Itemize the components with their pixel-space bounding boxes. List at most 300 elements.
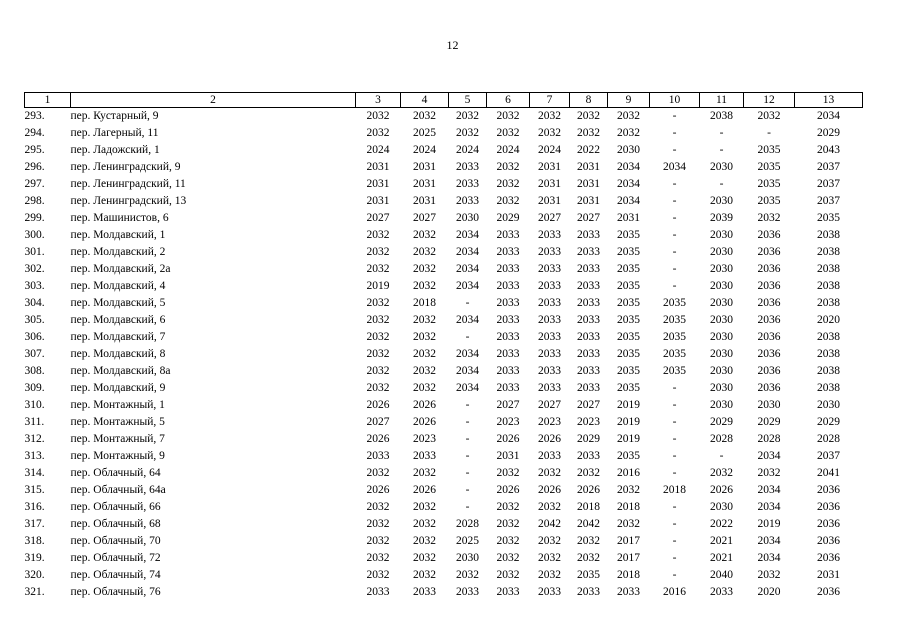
year-cell: - — [465, 450, 470, 462]
year-cell: 2032 — [366, 331, 390, 343]
address-cell: пер. Молдавский, 2а — [70, 263, 171, 275]
year-cell: - — [465, 331, 470, 343]
year-cell: 2035 — [617, 331, 640, 343]
table-row — [25, 448, 863, 465]
row-number-cell: 319. — [24, 552, 45, 564]
address-cell: пер. Монтажный, 9 — [70, 450, 165, 462]
year-cell: 2032 — [496, 178, 520, 190]
year-cell: 2032 — [413, 110, 436, 122]
column-header: 12 — [744, 93, 795, 108]
year-cell: 2029 — [817, 127, 840, 139]
year-cell: 2022 — [577, 144, 600, 156]
address-cell: пер. Монтажный, 7 — [70, 433, 165, 445]
year-cell: - — [672, 501, 677, 513]
address-cell: пер. Облачный, 64а — [70, 484, 166, 496]
year-cell: 2017 — [617, 535, 640, 547]
year-cell: 2017 — [617, 552, 640, 564]
table-row — [25, 125, 863, 142]
year-cell: 2036 — [757, 297, 781, 309]
year-cell: 2033 — [413, 586, 436, 598]
year-cell: 2036 — [757, 246, 781, 258]
row-number-cell: 300. — [24, 229, 45, 241]
address-cell: пер. Молдавский, 2 — [70, 246, 166, 258]
year-cell: 2033 — [538, 365, 561, 377]
year-cell: 2036 — [757, 314, 781, 326]
year-cell: 2038 — [817, 365, 840, 377]
year-cell: 2031 — [538, 178, 561, 190]
year-cell: - — [767, 127, 771, 139]
table-row — [25, 159, 863, 176]
year-cell: - — [465, 484, 470, 496]
year-cell: - — [672, 212, 677, 224]
table-row — [25, 193, 863, 210]
table-row — [25, 346, 863, 363]
year-cell: 2032 — [496, 518, 520, 530]
year-cell: 2032 — [710, 467, 733, 479]
year-cell: 2033 — [496, 348, 520, 360]
table-row — [25, 244, 863, 261]
year-cell: 2034 — [456, 365, 479, 377]
year-cell: 2032 — [413, 467, 436, 479]
year-cell: - — [672, 433, 677, 445]
row-number-cell: 317. — [24, 518, 45, 530]
year-cell: 2032 — [577, 127, 600, 139]
year-cell: 2030 — [710, 382, 733, 394]
year-cell: 2035 — [577, 569, 600, 581]
table-row — [25, 261, 863, 278]
year-cell: - — [672, 416, 677, 428]
year-cell: 2022 — [710, 518, 733, 530]
year-cell: 2018 — [577, 501, 600, 513]
table-row — [25, 465, 863, 482]
year-cell: 2034 — [456, 280, 479, 292]
row-number-cell: 296. — [24, 161, 45, 173]
year-cell: 2033 — [538, 348, 561, 360]
table-row — [25, 380, 863, 397]
year-cell: 2032 — [456, 569, 479, 581]
year-cell: 2035 — [617, 348, 640, 360]
year-cell: 2032 — [366, 110, 390, 122]
year-cell: 2035 — [617, 229, 640, 241]
column-header: 8 — [570, 93, 608, 108]
year-cell: 2033 — [456, 161, 479, 173]
year-cell: 2031 — [817, 569, 840, 581]
year-cell: 2031 — [413, 178, 436, 190]
year-cell: 2033 — [496, 331, 520, 343]
year-cell: 2043 — [817, 144, 840, 156]
year-cell: 2034 — [757, 535, 781, 547]
row-number-cell: 306. — [24, 331, 45, 343]
year-cell: 2032 — [577, 110, 600, 122]
year-cell: 2031 — [577, 161, 600, 173]
year-cell: - — [672, 450, 677, 462]
year-cell: 2027 — [366, 416, 390, 428]
column-header: 6 — [487, 93, 530, 108]
year-cell: 2033 — [577, 586, 600, 598]
year-cell: 2033 — [617, 586, 640, 598]
year-cell: - — [672, 569, 677, 581]
year-cell: 2033 — [577, 450, 600, 462]
address-cell: пер. Машинистов, 6 — [70, 212, 169, 224]
row-number-cell: 316. — [24, 501, 45, 513]
year-cell: 2038 — [817, 246, 840, 258]
address-cell: пер. Молдавский, 6 — [70, 314, 166, 326]
year-cell: 2036 — [817, 586, 840, 598]
year-cell: 2032 — [413, 348, 436, 360]
year-cell: 2032 — [413, 535, 436, 547]
year-cell: 2035 — [817, 212, 840, 224]
table-row — [25, 278, 863, 295]
year-cell: 2032 — [366, 297, 390, 309]
year-cell: 2030 — [710, 365, 733, 377]
year-cell: 2028 — [456, 518, 479, 530]
year-cell: 2032 — [366, 263, 390, 275]
year-cell: 2033 — [413, 450, 436, 462]
year-cell: 2032 — [366, 569, 390, 581]
year-cell: 2034 — [757, 484, 781, 496]
year-cell: 2031 — [496, 450, 520, 462]
year-cell: 2030 — [817, 399, 840, 411]
year-cell: 2032 — [366, 518, 390, 530]
year-cell: 2021 — [710, 535, 733, 547]
year-cell: 2023 — [413, 433, 436, 445]
year-cell: 2026 — [538, 433, 561, 445]
year-cell: - — [672, 144, 677, 156]
year-cell: - — [672, 467, 677, 479]
row-number-cell: 294. — [24, 127, 45, 139]
year-cell: 2032 — [366, 127, 390, 139]
year-cell: 2016 — [617, 467, 640, 479]
column-header: 4 — [401, 93, 449, 108]
year-cell: 2030 — [710, 246, 733, 258]
year-cell: 2034 — [456, 246, 479, 258]
year-cell: 2030 — [456, 212, 479, 224]
table-row — [25, 329, 863, 346]
year-cell: - — [672, 110, 677, 122]
year-cell: 2032 — [366, 501, 390, 513]
row-number-cell: 307. — [24, 348, 45, 360]
year-cell: - — [672, 399, 677, 411]
row-number-cell: 315. — [24, 484, 45, 496]
year-cell: 2036 — [757, 331, 781, 343]
year-cell: 2031 — [413, 161, 436, 173]
year-cell: 2033 — [366, 450, 390, 462]
column-header: 2 — [71, 93, 356, 108]
year-cell: 2033 — [496, 229, 520, 241]
year-cell: 2023 — [538, 416, 561, 428]
year-cell: 2031 — [577, 195, 600, 207]
year-cell: 2035 — [757, 144, 781, 156]
year-cell: 2026 — [710, 484, 733, 496]
table-row — [25, 516, 863, 533]
year-cell: 2034 — [456, 314, 479, 326]
year-cell: 2028 — [710, 433, 733, 445]
year-cell: 2032 — [496, 569, 520, 581]
year-cell: 2026 — [366, 399, 390, 411]
row-number-cell: 313. — [24, 450, 45, 462]
year-cell: 2032 — [413, 314, 436, 326]
year-cell: - — [672, 263, 677, 275]
row-number-cell: 318. — [24, 535, 45, 547]
year-cell: 2034 — [456, 382, 479, 394]
year-cell: - — [672, 229, 677, 241]
year-cell: 2031 — [366, 178, 390, 190]
year-cell: 2033 — [366, 586, 390, 598]
year-cell: 2032 — [413, 518, 436, 530]
table-row — [25, 312, 863, 329]
year-cell: 2032 — [366, 382, 390, 394]
year-cell: 2021 — [710, 552, 733, 564]
year-cell: 2026 — [413, 399, 436, 411]
address-cell: пер. Молдавский, 8а — [70, 365, 171, 377]
year-cell: 2032 — [366, 348, 390, 360]
year-cell: 2030 — [617, 144, 640, 156]
year-cell: 2027 — [538, 212, 561, 224]
address-cell: пер. Молдавский, 4 — [70, 280, 166, 292]
year-cell: 2031 — [366, 195, 390, 207]
row-number-cell: 297. — [24, 178, 45, 190]
address-cell: пер. Ленинградский, 11 — [70, 178, 186, 190]
row-number-cell: 304. — [24, 297, 45, 309]
year-cell: 2038 — [817, 331, 840, 343]
year-cell: - — [672, 246, 677, 258]
year-cell: 2032 — [413, 569, 436, 581]
table-header-row — [25, 93, 863, 108]
year-cell: 2031 — [366, 161, 390, 173]
year-cell: 2033 — [577, 382, 600, 394]
year-cell: 2036 — [757, 365, 781, 377]
address-cell: пер. Кустарный, 9 — [70, 110, 159, 122]
year-cell: 2034 — [617, 195, 640, 207]
year-cell: 2042 — [577, 518, 600, 530]
year-cell: 2026 — [538, 484, 561, 496]
year-cell: 2035 — [617, 246, 640, 258]
year-cell: 2027 — [496, 399, 520, 411]
year-cell: 2038 — [817, 348, 840, 360]
year-cell: 2032 — [366, 467, 390, 479]
table-row — [25, 550, 863, 567]
year-cell: 2037 — [817, 161, 840, 173]
year-cell: 2020 — [757, 586, 781, 598]
year-cell: 2018 — [663, 484, 686, 496]
column-header: 1 — [25, 93, 71, 108]
year-cell: 2033 — [577, 246, 600, 258]
year-cell: - — [465, 399, 470, 411]
year-cell: 2033 — [496, 382, 520, 394]
table-row — [25, 431, 863, 448]
address-cell: пер. Облачный, 76 — [70, 586, 161, 598]
row-number-cell: 312. — [24, 433, 45, 445]
year-cell: 2036 — [817, 535, 840, 547]
address-cell: пер. Облачный, 72 — [70, 552, 161, 564]
year-cell: 2030 — [710, 314, 733, 326]
address-cell: пер. Ладожский, 1 — [70, 144, 160, 156]
table-row — [25, 482, 863, 499]
year-cell: 2033 — [538, 382, 561, 394]
year-cell: 2034 — [456, 348, 479, 360]
column-header: 7 — [530, 93, 570, 108]
year-cell: 2032 — [496, 127, 520, 139]
year-cell: 2035 — [757, 161, 781, 173]
year-cell: 2034 — [817, 110, 840, 122]
row-number-cell: 293. — [24, 110, 45, 122]
year-cell: 2035 — [617, 365, 640, 377]
year-cell: 2033 — [496, 246, 520, 258]
address-cell: пер. Молдавский, 8 — [70, 348, 166, 360]
year-cell: - — [465, 433, 470, 445]
year-cell: 2024 — [366, 144, 390, 156]
year-cell: 2019 — [617, 416, 640, 428]
year-cell: 2030 — [710, 399, 733, 411]
year-cell: 2037 — [817, 450, 840, 462]
year-cell: 2033 — [538, 314, 561, 326]
row-number-cell: 295. — [24, 144, 45, 156]
year-cell: 2032 — [496, 501, 520, 513]
year-cell: - — [465, 467, 470, 479]
year-cell: 2032 — [496, 552, 520, 564]
year-cell: 2036 — [757, 348, 781, 360]
year-cell: 2031 — [413, 195, 436, 207]
year-cell: 2024 — [413, 144, 436, 156]
address-cell: пер. Молдавский, 5 — [70, 297, 166, 309]
year-cell: 2033 — [538, 450, 561, 462]
year-cell: 2032 — [496, 110, 520, 122]
year-cell: 2033 — [577, 314, 600, 326]
year-cell: 2034 — [456, 263, 479, 275]
year-cell: 2042 — [538, 518, 561, 530]
year-cell: 2035 — [617, 263, 640, 275]
year-cell: 2035 — [757, 195, 781, 207]
year-cell: 2032 — [538, 110, 561, 122]
schedule-table — [24, 92, 863, 601]
year-cell: 2029 — [496, 212, 520, 224]
year-cell: 2029 — [577, 433, 600, 445]
year-cell: 2033 — [710, 586, 733, 598]
table-row — [25, 227, 863, 244]
year-cell: 2029 — [710, 416, 733, 428]
year-cell: 2027 — [413, 212, 436, 224]
page-number: 12 — [446, 38, 459, 52]
year-cell: 2023 — [577, 416, 600, 428]
year-cell: 2033 — [538, 331, 561, 343]
year-cell: 2041 — [817, 467, 840, 479]
table-row — [25, 363, 863, 380]
year-cell: 2033 — [538, 246, 561, 258]
year-cell: 2034 — [757, 450, 781, 462]
year-cell: 2031 — [538, 195, 561, 207]
year-cell: 2019 — [617, 399, 640, 411]
year-cell: 2027 — [538, 399, 561, 411]
address-cell: пер. Молдавский, 7 — [70, 331, 166, 343]
year-cell: 2019 — [366, 280, 390, 292]
year-cell: 2030 — [710, 263, 733, 275]
year-cell: 2032 — [413, 501, 436, 513]
year-cell: 2032 — [757, 212, 781, 224]
row-number-cell: 303. — [24, 280, 45, 292]
year-cell: 2031 — [617, 212, 640, 224]
year-cell: - — [719, 450, 724, 462]
year-cell: 2034 — [757, 501, 781, 513]
year-cell: 2023 — [496, 416, 520, 428]
year-cell: 2035 — [617, 280, 640, 292]
year-cell: 2033 — [496, 586, 520, 598]
row-number-cell: 299. — [24, 212, 45, 224]
year-cell: 2032 — [617, 484, 640, 496]
address-cell: пер. Молдавский, 9 — [70, 382, 166, 394]
table-row — [25, 397, 863, 414]
year-cell: 2032 — [617, 518, 640, 530]
year-cell: 2032 — [538, 127, 561, 139]
year-cell: 2032 — [413, 552, 436, 564]
year-cell: 2036 — [757, 280, 781, 292]
year-cell: 2033 — [496, 297, 520, 309]
year-cell: 2026 — [577, 484, 600, 496]
year-cell: 2038 — [817, 297, 840, 309]
year-cell: 2032 — [366, 365, 390, 377]
year-cell: 2033 — [496, 263, 520, 275]
table-row — [25, 567, 863, 584]
year-cell: - — [672, 552, 677, 564]
year-cell: 2032 — [496, 467, 520, 479]
column-header: 13 — [795, 93, 863, 108]
year-cell: 2033 — [538, 586, 561, 598]
year-cell: - — [719, 178, 724, 190]
year-cell: 2033 — [577, 348, 600, 360]
year-cell: 2032 — [366, 535, 390, 547]
year-cell: - — [672, 518, 677, 530]
year-cell: 2028 — [757, 433, 781, 445]
year-cell: 2030 — [710, 195, 733, 207]
year-cell: 2032 — [757, 467, 781, 479]
address-cell: пер. Ленинградский, 13 — [70, 195, 187, 207]
year-cell: 2036 — [757, 263, 781, 275]
table-body — [25, 108, 863, 602]
year-cell: 2024 — [496, 144, 520, 156]
year-cell: 2036 — [817, 552, 840, 564]
row-number-cell: 298. — [24, 195, 45, 207]
address-cell: пер. Лагерный, 11 — [70, 127, 159, 139]
year-cell: 2032 — [577, 467, 600, 479]
year-cell: 2033 — [577, 229, 600, 241]
year-cell: 2032 — [577, 535, 600, 547]
year-cell: - — [719, 144, 724, 156]
year-cell: 2032 — [617, 127, 640, 139]
year-cell: 2036 — [757, 229, 781, 241]
year-cell: 2032 — [538, 535, 561, 547]
year-cell: 2026 — [366, 433, 390, 445]
year-cell: 2033 — [577, 297, 600, 309]
year-cell: 2024 — [538, 144, 561, 156]
year-cell: 2034 — [617, 178, 640, 190]
year-cell: 2035 — [663, 314, 686, 326]
year-cell: 2038 — [817, 229, 840, 241]
year-cell: 2035 — [617, 382, 640, 394]
row-number-cell: 302. — [24, 263, 45, 275]
year-cell: 2026 — [413, 484, 436, 496]
year-cell: 2033 — [456, 195, 479, 207]
year-cell: 2038 — [817, 382, 840, 394]
table-row — [25, 108, 863, 126]
column-header: 11 — [700, 93, 744, 108]
year-cell: 2035 — [617, 314, 640, 326]
year-cell: 2037 — [817, 178, 840, 190]
year-cell: 2038 — [817, 263, 840, 275]
year-cell: - — [672, 195, 677, 207]
row-number-cell: 308. — [24, 365, 45, 377]
year-cell: 2033 — [538, 263, 561, 275]
row-number-cell: 301. — [24, 246, 45, 258]
year-cell: 2038 — [817, 280, 840, 292]
